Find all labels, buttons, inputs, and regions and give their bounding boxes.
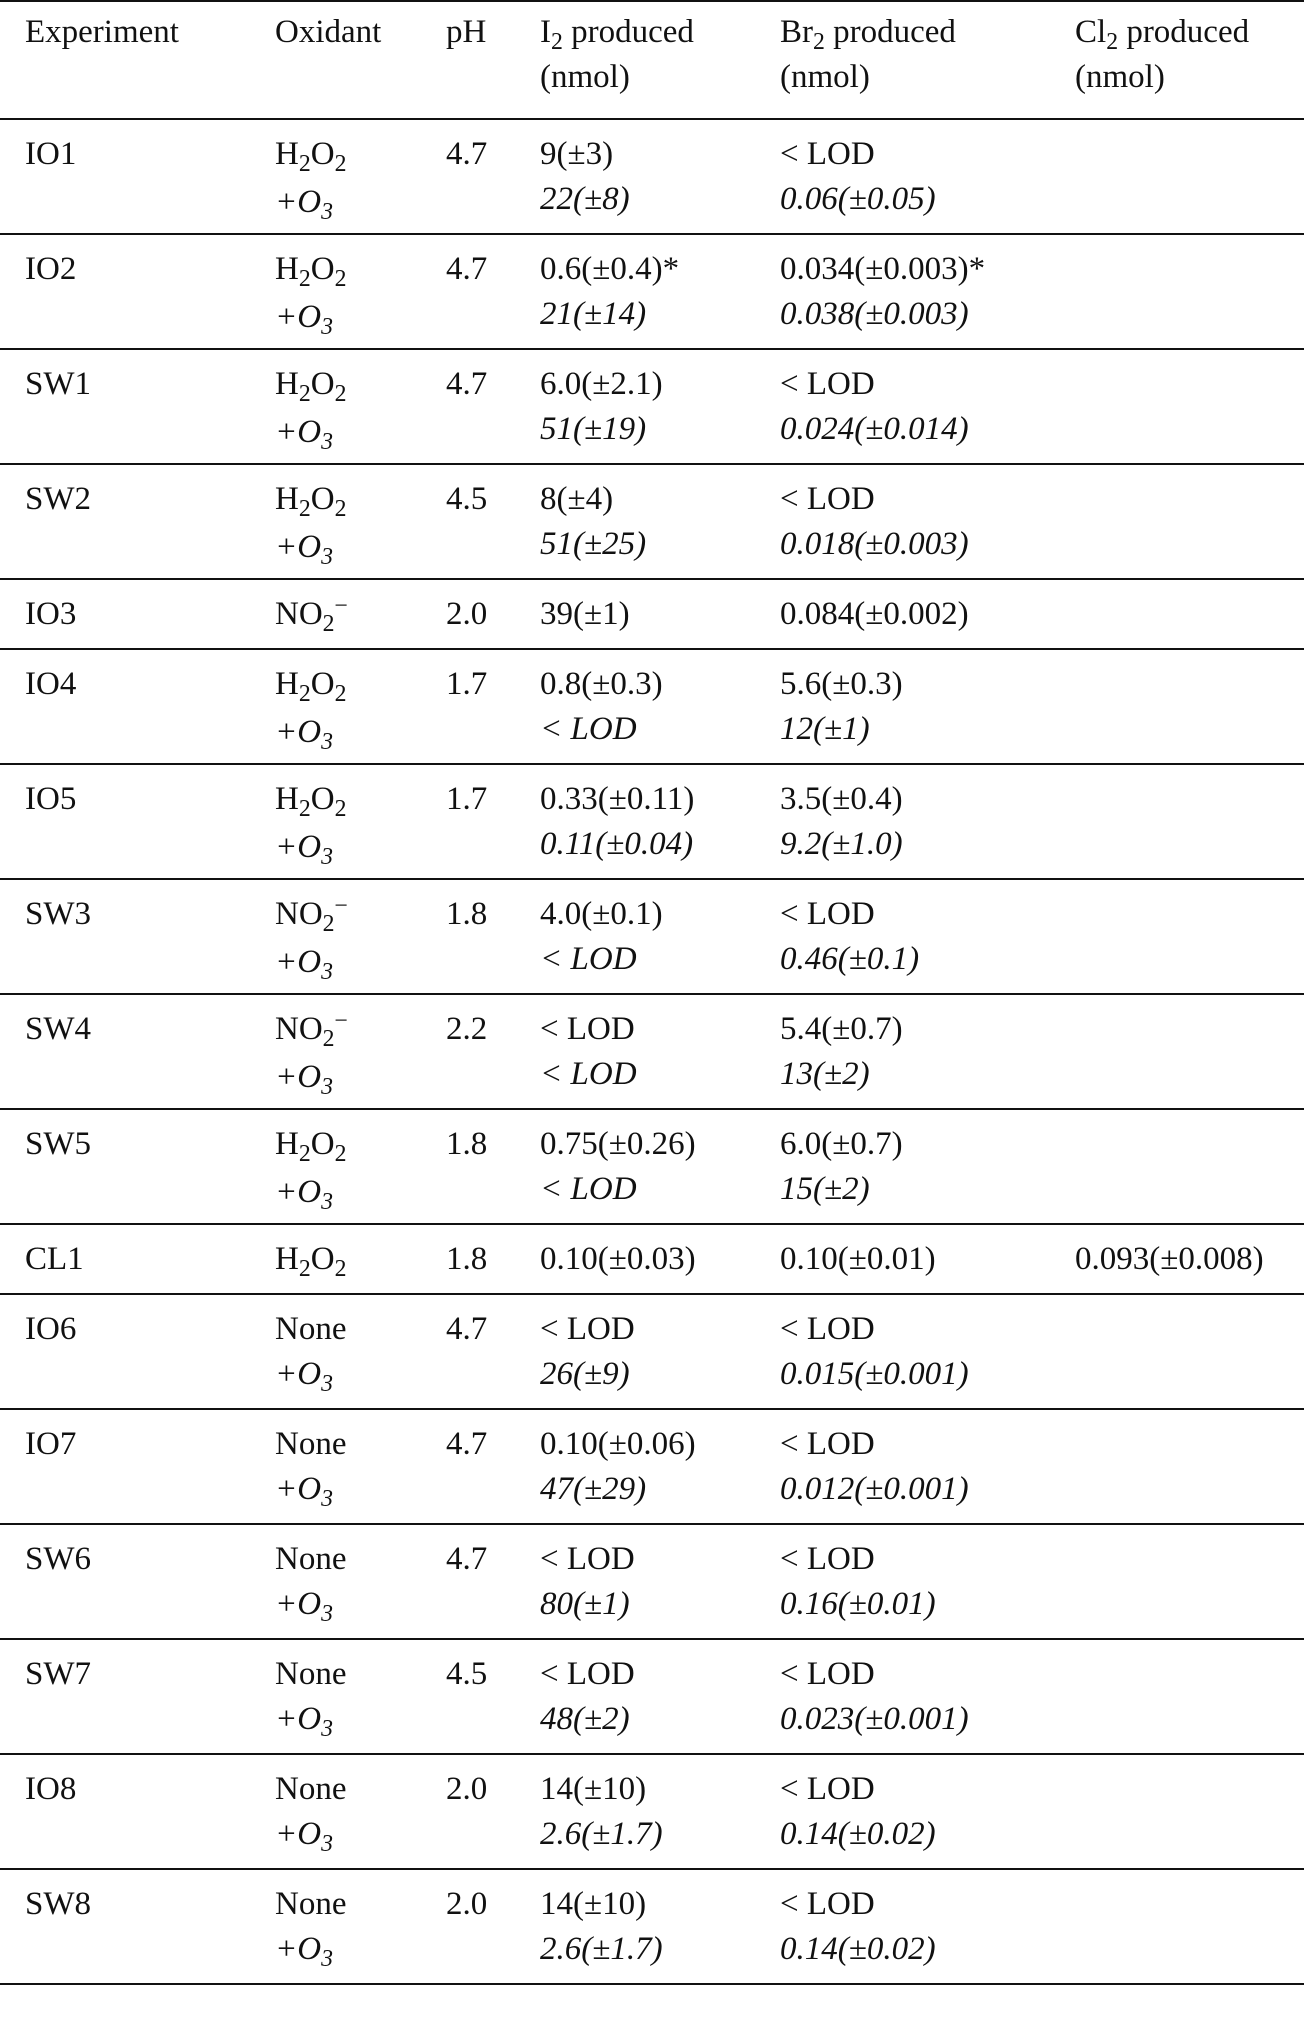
cell-br2 xyxy=(780,1639,1075,1754)
i2-value: 14(±10) xyxy=(540,1886,647,1922)
br2-value: < LOD xyxy=(780,481,875,517)
cell-experiment: IO8 xyxy=(25,1771,77,1807)
br2-ozone-value: 0.012(±0.001) xyxy=(780,1471,969,1507)
i2-value: 0.33(±0.11) xyxy=(540,781,695,817)
cell-oxidant xyxy=(275,1409,446,1524)
cell-ph: 2.0 xyxy=(446,596,488,632)
cell-oxidant xyxy=(275,1754,446,1869)
oxidant-name: $H_2O_2$ xyxy=(275,781,347,822)
header-row xyxy=(0,1,1304,119)
cell-experiment: SW7 xyxy=(25,1656,91,1692)
i2-value: 6.0(±2.1) xyxy=(540,366,663,402)
oxidant-name: None xyxy=(275,1771,347,1807)
br2-value: < LOD xyxy=(780,366,875,402)
cell-experiment: IO1 xyxy=(25,136,77,172)
br2-ozone-value: 0.46(±0.1) xyxy=(780,941,920,977)
br2-ozone-value: 0.14(±0.02) xyxy=(780,1931,936,1967)
i2-value: 39(±1) xyxy=(540,596,630,632)
ozone-label: $+O_3$ xyxy=(275,829,333,870)
ozone-label: $+O_3$ xyxy=(275,944,333,985)
br2-ozone-value: 0.023(±0.001) xyxy=(780,1701,969,1737)
cell-br2 xyxy=(780,1109,1075,1224)
br2-value: < LOD xyxy=(780,896,875,932)
cell-ph: 4.7 xyxy=(446,366,488,402)
cell-br2 xyxy=(780,119,1075,234)
cell-oxidant xyxy=(275,1639,446,1754)
cell-i2 xyxy=(540,1409,780,1524)
cell-oxidant xyxy=(275,649,446,764)
cell-experiment: SW8 xyxy=(25,1886,91,1922)
cell-experiment: SW1 xyxy=(25,366,91,402)
br2-value: 0.10(±0.01) xyxy=(780,1241,936,1277)
br2-value: 6.0(±0.7) xyxy=(780,1126,903,1162)
table-row xyxy=(0,234,1304,349)
i2-ozone-value: 0.11(±0.04) xyxy=(540,826,694,862)
cell-oxidant xyxy=(275,349,446,464)
cell-ph: 1.7 xyxy=(446,666,488,702)
cell-i2 xyxy=(540,349,780,464)
cell-br2 xyxy=(780,234,1075,349)
br2-value: 5.4(±0.7) xyxy=(780,1011,903,1047)
cell-br2 xyxy=(780,464,1075,579)
cell-i2 xyxy=(540,1639,780,1754)
table-row xyxy=(0,649,1304,764)
cell-experiment: IO2 xyxy=(25,251,77,287)
cell-oxidant xyxy=(275,234,446,349)
cell-i2 xyxy=(540,579,780,649)
i2-value: 0.10(±0.06) xyxy=(540,1426,696,1462)
cell-cl2 xyxy=(1075,1409,1304,1524)
table-row xyxy=(0,1754,1304,1869)
oxidant-name: $NO_2$ − xyxy=(275,1007,348,1053)
cell-oxidant xyxy=(275,1294,446,1409)
cell-oxidant xyxy=(275,1109,446,1224)
cell-ph: 4.7 xyxy=(446,1541,488,1577)
ozone-label: $+O_3$ xyxy=(275,1701,333,1742)
oxidant-name: None xyxy=(275,1311,347,1347)
i2-value: 8(±4) xyxy=(540,481,614,517)
cell-ph: 2.0 xyxy=(446,1886,488,1922)
oxidant-name: None xyxy=(275,1426,347,1462)
br2-value: < LOD xyxy=(780,1771,875,1807)
cell-i2 xyxy=(540,1294,780,1409)
i2-value: 9(±3) xyxy=(540,136,614,172)
cell-oxidant xyxy=(275,1524,446,1639)
i2-ozone-value: 51(±25) xyxy=(540,526,647,562)
table-row xyxy=(0,1869,1304,1984)
cell-i2 xyxy=(540,1224,780,1294)
i2-value: 14(±10) xyxy=(540,1771,647,1807)
cell-i2 xyxy=(540,764,780,879)
table-row xyxy=(0,1409,1304,1524)
oxidant-name: None xyxy=(275,1656,347,1692)
cell-br2 xyxy=(780,879,1075,994)
cell-br2 xyxy=(780,1294,1075,1409)
cell-ph: 1.8 xyxy=(446,1241,488,1277)
cell-experiment: SW6 xyxy=(25,1541,91,1577)
oxidant-name: $H_2O_2$ xyxy=(275,1241,347,1282)
cell-experiment: SW2 xyxy=(25,481,91,517)
cell-cl2 xyxy=(1075,119,1304,234)
cell-i2 xyxy=(540,879,780,994)
i2-value: 0.6(±0.4)* xyxy=(540,251,680,287)
cell-ph: 4.7 xyxy=(446,251,488,287)
table-row xyxy=(0,994,1304,1109)
ozone-label: $+O_3$ xyxy=(275,1816,333,1857)
cell-i2 xyxy=(540,1869,780,1984)
i2-ozone-value: 2.6(±1.7) xyxy=(540,1816,663,1852)
i2-value: 0.8(±0.3) xyxy=(540,666,663,702)
cell-oxidant xyxy=(275,464,446,579)
i2-ozone-value: < LOD xyxy=(540,1171,637,1207)
cell-ph: 2.2 xyxy=(446,1011,488,1047)
ozone-label: $+O_3$ xyxy=(275,529,333,570)
i2-value: 4.0(±0.1) xyxy=(540,896,663,932)
cell-ph: 4.7 xyxy=(446,1426,488,1462)
cell-oxidant xyxy=(275,994,446,1109)
br2-ozone-value: 12(±1) xyxy=(780,711,870,747)
br2-value: < LOD xyxy=(780,1311,875,1347)
cell-cl2 xyxy=(1075,1524,1304,1639)
oxidant-name: None xyxy=(275,1886,347,1922)
cell-oxidant xyxy=(275,1224,446,1294)
br2-ozone-value: 0.16(±0.01) xyxy=(780,1586,936,1622)
cell-br2 xyxy=(780,1869,1075,1984)
cell-br2 xyxy=(780,1754,1075,1869)
cell-i2 xyxy=(540,1109,780,1224)
cell-br2 xyxy=(780,994,1075,1109)
cell-cl2 xyxy=(1075,1294,1304,1409)
i2-value: 0.75(±0.26) xyxy=(540,1126,696,1162)
cell-oxidant xyxy=(275,764,446,879)
i2-ozone-value: 2.6(±1.7) xyxy=(540,1931,663,1967)
cell-cl2 xyxy=(1075,1639,1304,1754)
ozone-label: $+O_3$ xyxy=(275,1174,333,1215)
table-row xyxy=(0,764,1304,879)
cell-cl2 xyxy=(1075,879,1304,994)
i2-value: < LOD xyxy=(540,1311,635,1347)
i2-ozone-value: 48(±2) xyxy=(540,1701,630,1737)
ozone-label: $+O_3$ xyxy=(275,1059,333,1100)
oxidant-name: None xyxy=(275,1541,347,1577)
i2-value: < LOD xyxy=(540,1541,635,1577)
br2-ozone-value: 0.024(±0.014) xyxy=(780,411,969,447)
cell-br2 xyxy=(780,579,1075,649)
table-row xyxy=(0,1639,1304,1754)
br2-value: < LOD xyxy=(780,136,875,172)
i2-ozone-value: 80(±1) xyxy=(540,1586,630,1622)
oxidant-name: $H_2O_2$ xyxy=(275,366,347,407)
table-row xyxy=(0,879,1304,994)
cell-i2 xyxy=(540,994,780,1109)
header-i2: $I_2$ produced (nmol) xyxy=(540,1,780,119)
oxidant-name: $H_2O_2$ xyxy=(275,251,347,292)
br2-ozone-value: 0.018(±0.003) xyxy=(780,526,969,562)
cell-i2 xyxy=(540,119,780,234)
br2-ozone-value: 0.06(±0.05) xyxy=(780,181,936,217)
header-ph: pH xyxy=(446,1,540,119)
cell-cl2: 0.093(±0.008) xyxy=(1075,1241,1264,1277)
cell-oxidant xyxy=(275,119,446,234)
br2-ozone-value: 9.2(±1.0) xyxy=(780,826,903,862)
br2-value: < LOD xyxy=(780,1426,875,1462)
table-row xyxy=(0,1224,1304,1294)
table-row xyxy=(0,349,1304,464)
cell-cl2 xyxy=(1075,464,1304,579)
oxidant-name: $H_2O_2$ xyxy=(275,481,347,522)
table-row xyxy=(0,1524,1304,1639)
cell-i2 xyxy=(540,464,780,579)
cell-br2 xyxy=(780,764,1075,879)
i2-ozone-value: < LOD xyxy=(540,941,637,977)
ozone-label: $+O_3$ xyxy=(275,299,333,340)
cell-experiment: IO7 xyxy=(25,1426,77,1462)
cell-cl2 xyxy=(1075,349,1304,464)
cell-cl2 xyxy=(1075,649,1304,764)
table-row xyxy=(0,1294,1304,1409)
cell-experiment: SW5 xyxy=(25,1126,91,1162)
ozone-label: $+O_3$ xyxy=(275,414,333,455)
ozone-label: $+O_3$ xyxy=(275,184,333,225)
cell-cl2 xyxy=(1075,234,1304,349)
cell-ph: 1.8 xyxy=(446,1126,488,1162)
cell-experiment: IO3 xyxy=(25,596,77,632)
cell-experiment: SW3 xyxy=(25,896,91,932)
cell-ph: 4.5 xyxy=(446,481,488,517)
cell-i2 xyxy=(540,234,780,349)
table-row xyxy=(0,579,1304,649)
br2-ozone-value: 0.14(±0.02) xyxy=(780,1816,936,1852)
ozone-label: $+O_3$ xyxy=(275,1931,333,1972)
oxidant-name: $NO_2$ − xyxy=(275,592,348,638)
header-cl2: $Cl_2$ produced (nmol) xyxy=(1075,1,1304,119)
br2-value: 0.034(±0.003)* xyxy=(780,251,986,287)
oxidant-name: $H_2O_2$ xyxy=(275,666,347,707)
table-row xyxy=(0,1109,1304,1224)
cell-ph: 4.7 xyxy=(446,1311,488,1347)
br2-ozone-value: 0.015(±0.001) xyxy=(780,1356,969,1392)
cell-ph: 4.5 xyxy=(446,1656,488,1692)
i2-ozone-value: 21(±14) xyxy=(540,296,647,332)
cell-br2 xyxy=(780,649,1075,764)
i2-ozone-value: < LOD xyxy=(540,1056,637,1092)
header-br2: $Br_2$ produced (nmol) xyxy=(780,1,1075,119)
cell-experiment: CL1 xyxy=(25,1241,84,1277)
i2-ozone-value: 26(±9) xyxy=(540,1356,630,1392)
i2-value: < LOD xyxy=(540,1011,635,1047)
cell-cl2 xyxy=(1075,1109,1304,1224)
i2-ozone-value: 51(±19) xyxy=(540,411,647,447)
br2-value: 0.084(±0.002) xyxy=(780,596,969,632)
br2-value: < LOD xyxy=(780,1541,875,1577)
i2-ozone-value: 22(±8) xyxy=(540,181,630,217)
header-oxidant: Oxidant xyxy=(275,1,446,119)
cell-br2 xyxy=(780,1409,1075,1524)
oxidant-name: $H_2O_2$ xyxy=(275,136,347,177)
br2-ozone-value: 13(±2) xyxy=(780,1056,870,1092)
cell-i2 xyxy=(540,1754,780,1869)
cell-br2 xyxy=(780,349,1075,464)
cell-experiment: IO6 xyxy=(25,1311,77,1347)
table-body xyxy=(0,119,1304,1984)
br2-value: 5.6(±0.3) xyxy=(780,666,903,702)
oxidant-name: $H_2O_2$ xyxy=(275,1126,347,1167)
ozone-label: $+O_3$ xyxy=(275,1586,333,1627)
cell-cl2 xyxy=(1075,579,1304,649)
cell-br2 xyxy=(780,1524,1075,1639)
i2-value: 0.10(±0.03) xyxy=(540,1241,696,1277)
i2-ozone-value: < LOD xyxy=(540,711,637,747)
cell-oxidant xyxy=(275,579,446,649)
ozone-label: $+O_3$ xyxy=(275,714,333,755)
cell-i2 xyxy=(540,1524,780,1639)
cell-ph: 1.8 xyxy=(446,896,488,932)
br2-ozone-value: 15(±2) xyxy=(780,1171,870,1207)
oxidant-name: $NO_2$ − xyxy=(275,892,348,938)
cell-oxidant xyxy=(275,1869,446,1984)
cell-ph: 1.7 xyxy=(446,781,488,817)
i2-ozone-value: 47(±29) xyxy=(540,1471,647,1507)
i2-value: < LOD xyxy=(540,1656,635,1692)
cell-experiment: SW4 xyxy=(25,1011,91,1047)
cell-cl2 xyxy=(1075,1869,1304,1984)
cell-ph: 4.7 xyxy=(446,136,488,172)
cell-experiment: IO5 xyxy=(25,781,77,817)
ozone-label: $+O_3$ xyxy=(275,1356,333,1397)
ozone-label: $+O_3$ xyxy=(275,1471,333,1512)
br2-ozone-value: 0.038(±0.003) xyxy=(780,296,969,332)
cell-experiment: IO4 xyxy=(25,666,77,702)
table-row xyxy=(0,119,1304,234)
br2-value: < LOD xyxy=(780,1886,875,1922)
cell-oxidant xyxy=(275,879,446,994)
cell-ph: 2.0 xyxy=(446,1771,488,1807)
header-experiment: Experiment xyxy=(0,1,275,119)
table-row xyxy=(0,464,1304,579)
cell-i2 xyxy=(540,649,780,764)
br2-value: < LOD xyxy=(780,1656,875,1692)
cell-cl2 xyxy=(1075,764,1304,879)
cell-br2 xyxy=(780,1224,1075,1294)
cell-cl2 xyxy=(1075,1754,1304,1869)
br2-value: 3.5(±0.4) xyxy=(780,781,903,817)
cell-cl2 xyxy=(1075,994,1304,1109)
